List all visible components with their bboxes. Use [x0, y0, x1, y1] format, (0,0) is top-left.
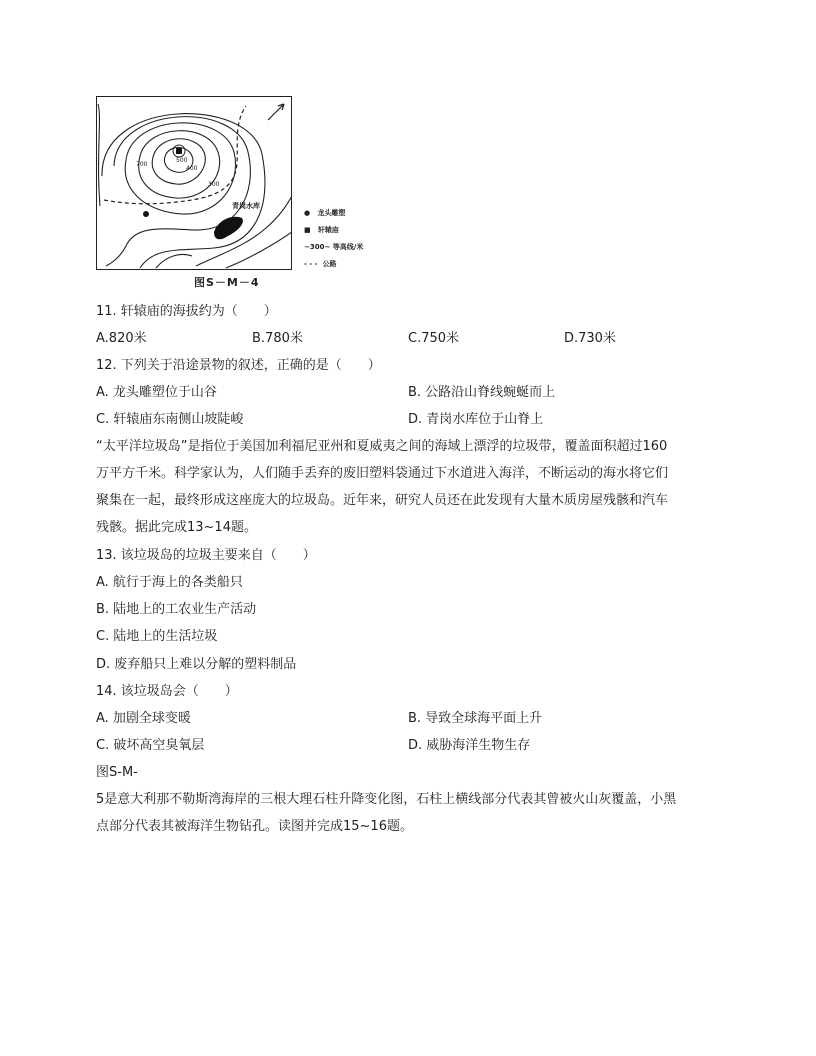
q12-option-b[interactable]: B. 公路沿山脊线蜿蜒而上	[408, 385, 556, 400]
q12-option-d[interactable]: D. 青岗水库位于山脊上	[408, 412, 544, 427]
legend-item-contour	[304, 242, 363, 252]
reservoir-label: 青岗水库	[232, 202, 260, 210]
q14-option-c[interactable]: C. 破坏高空臭氧层	[96, 738, 205, 753]
legend-symbol: ●	[304, 209, 311, 217]
contour-map	[96, 96, 292, 270]
contour-line	[156, 255, 192, 269]
q11-stem: 11. 轩辕庙的海拔约为（ ）	[96, 304, 277, 319]
dragon-sculpture-marker	[143, 211, 149, 217]
reservoir-shape	[214, 217, 243, 240]
contour-line	[226, 232, 292, 268]
passage1-line: 残骸。据此完成13~14题。	[96, 520, 257, 535]
passage2-line: 点部分代表其被海洋生物钻孔。读图并完成15~16题。	[96, 819, 413, 834]
q14-option-b[interactable]: B. 导致全球海平面上升	[408, 711, 543, 726]
contour-map-figure	[96, 96, 376, 294]
legend-label: 等高线/米	[332, 243, 364, 251]
q14-stem: 14. 该垃圾岛会（ ）	[96, 684, 238, 699]
contour-label: 700	[136, 161, 148, 168]
passage1-line: “太平洋垃圾岛”是指位于美国加利福尼亚州和夏威夷之间的海域上漂浮的垃圾带，覆盖面积超过160	[96, 439, 668, 454]
q11-option-b[interactable]: B.780米	[252, 331, 303, 346]
q14-option-a[interactable]: A. 加剧全球变暖	[96, 711, 191, 726]
legend-label: 公路	[322, 260, 337, 268]
q11-option-c[interactable]: C.750米	[408, 331, 460, 346]
passage2-line: 图S-M-	[96, 765, 138, 780]
q13-option-d[interactable]: D. 废弃船只上难以分解的塑料制品	[96, 657, 297, 672]
legend-item-sculpture	[304, 208, 345, 218]
legend-label: 龙头雕塑	[317, 209, 346, 217]
contour-label: 500	[176, 157, 188, 164]
passage2-line: 5是意大利那不勒斯湾海岸的三根大理石柱升降变化图，石柱上横线部分代表其曾被火山灰覆盖，小黑	[96, 792, 677, 807]
contour-label: 300	[208, 181, 220, 188]
contour-label: 400	[186, 165, 198, 172]
north-arrow	[268, 104, 284, 120]
q14-option-d[interactable]: D. 威胁海洋生物生存	[408, 738, 531, 753]
legend-symbol: ■	[304, 226, 311, 234]
q11-option-a[interactable]: A.820米	[96, 331, 147, 346]
temple-marker	[176, 148, 182, 154]
contour-line	[98, 104, 100, 206]
legend-symbol: ~300~	[304, 243, 331, 251]
passage1-line: 万平方千米。科学家认为，人们随手丢弃的废旧塑料袋通过下水道进入海洋，不断运动的海水将它们	[96, 466, 669, 481]
legend-item-road	[304, 259, 336, 269]
figure-caption: 图S－M－4	[194, 276, 260, 289]
q11-option-d[interactable]: D.730米	[564, 331, 616, 346]
q13-option-a[interactable]: A. 航行于海上的各类船只	[96, 575, 243, 590]
q13-option-b[interactable]: B. 陆地上的工农业生产活动	[96, 602, 257, 617]
legend-symbol: - - -	[304, 260, 318, 268]
q12-stem: 12. 下列关于沿途景物的叙述，正确的是（ ）	[96, 358, 381, 373]
q13-stem: 13. 该垃圾岛的垃圾主要来自（ ）	[96, 548, 316, 563]
q12-option-c[interactable]: C. 轩辕庙东南侧山坡陡峻	[96, 412, 244, 427]
q13-option-c[interactable]: C. 陆地上的生活垃圾	[96, 629, 218, 644]
legend-label: 轩辕庙	[317, 226, 339, 234]
q12-option-a[interactable]: A. 龙头雕塑位于山谷	[96, 385, 217, 400]
passage1-line: 聚集在一起，最终形成这座庞大的垃圾岛。近年来，研究人员还在此发现有大量木质房屋残骸和汽车	[96, 493, 669, 508]
contour-line	[139, 131, 220, 198]
legend-item-temple	[304, 225, 339, 235]
